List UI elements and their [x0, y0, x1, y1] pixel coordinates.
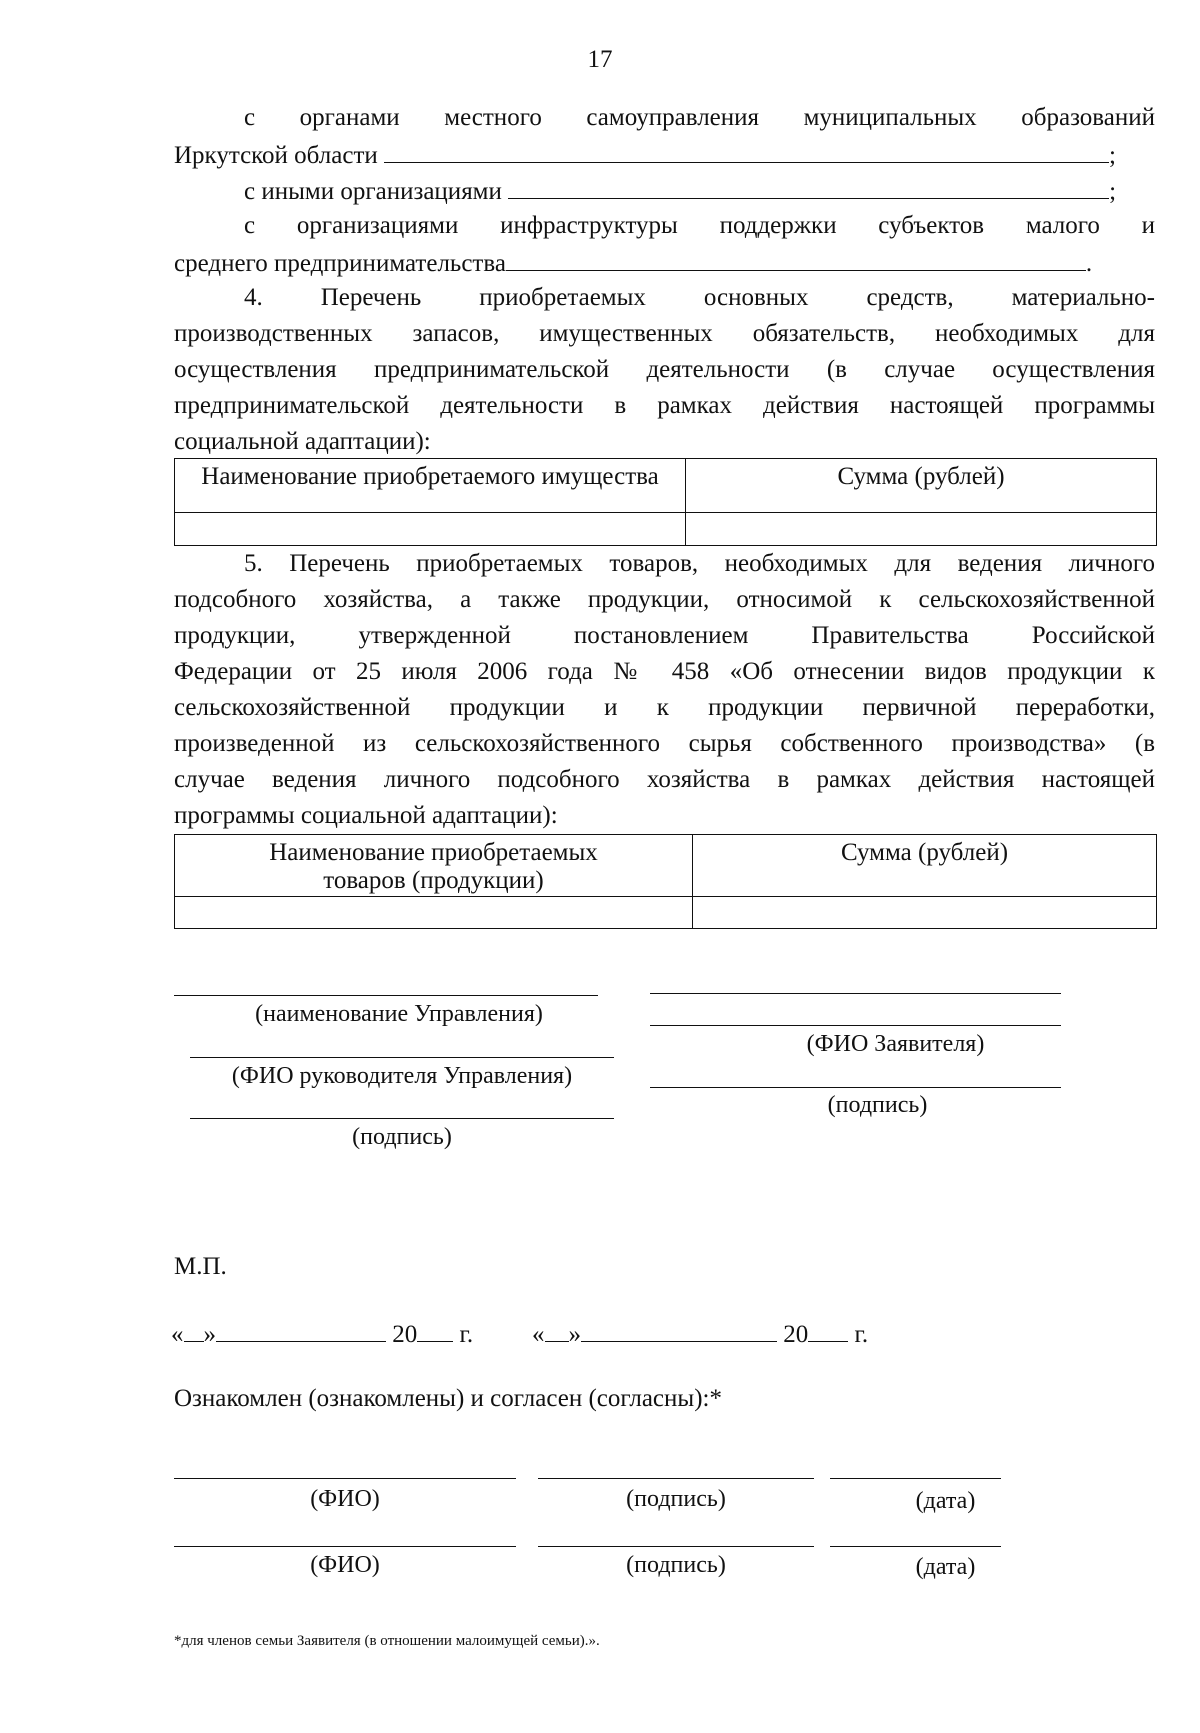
line-head-signature[interactable]	[190, 1118, 614, 1119]
date-left-year[interactable]	[417, 1315, 453, 1342]
section5-line7: случае ведения личного подсобного хозяйства в рамках действия настоящей	[174, 766, 1155, 793]
stamp-mark: М.П.	[174, 1253, 227, 1280]
section4-line1: 4. Перечень приобретаемых основных средств, материально-	[244, 284, 1155, 311]
date-right-year[interactable]	[808, 1315, 848, 1342]
table-property-cell-name[interactable]	[175, 513, 686, 546]
caption-ack-fio-1: (ФИО)	[310, 1486, 380, 1512]
section4-line3: осуществления предпринимательской деятельности (в случае осуществления	[174, 356, 1155, 383]
line-ack-fio-1[interactable]	[174, 1478, 516, 1479]
section3-line4: с организациями инфраструктуры поддержки субъектов малого и	[244, 212, 1155, 239]
caption-ack-signature-2: (подпись)	[626, 1552, 726, 1578]
line-ack-date-1[interactable]	[830, 1478, 1001, 1479]
section5-line8: программы социальной адаптации):	[174, 802, 558, 829]
section5-line3: продукции, утвержденной постановлением Правительства Российской	[174, 622, 1155, 649]
line-head-name[interactable]	[190, 1057, 614, 1058]
date-left: « » 20 г.	[171, 1315, 473, 1353]
line-ack-date-2[interactable]	[830, 1546, 1001, 1547]
date-right-month[interactable]	[581, 1315, 777, 1342]
line-ack-fio-2[interactable]	[174, 1546, 516, 1547]
field-line-infrastructure[interactable]	[506, 244, 1086, 271]
date-right: « » 20 г.	[532, 1315, 868, 1353]
caption-ack-signature-1: (подпись)	[626, 1486, 726, 1512]
caption-management-name: (наименование Управления)	[255, 1001, 543, 1027]
date-left-month[interactable]	[216, 1315, 386, 1342]
caption-ack-date-1: (дата)	[915, 1488, 976, 1514]
date-right-day[interactable]	[545, 1315, 569, 1342]
table-goods-cell-name[interactable]	[175, 897, 693, 929]
table-goods-header-name: Наименование приобретаемых товаров (продукции)	[175, 835, 693, 897]
page-number: 17	[587, 46, 613, 73]
line-management-name[interactable]	[174, 995, 598, 996]
line-ack-signature-1[interactable]	[538, 1478, 814, 1479]
caption-applicant-name: (ФИО Заявителя)	[806, 1031, 985, 1057]
section3-line2: Иркутской области ;	[174, 136, 1116, 174]
section5-line4: Федерации от 25 июля 2006 года № 458 «Об отнесении видов продукции к	[174, 658, 1155, 685]
table-property	[174, 458, 1157, 546]
field-line-other-orgs[interactable]	[508, 172, 1109, 199]
line-applicant-2[interactable]	[650, 1025, 1061, 1026]
caption-applicant-signature: (подпись)	[827, 1092, 928, 1118]
line-applicant-1[interactable]	[650, 993, 1061, 994]
table-goods-cell-sum[interactable]	[693, 897, 1157, 929]
date-left-day[interactable]	[184, 1315, 204, 1342]
acknowledge-text: Ознакомлен (ознакомлены) и согласен (согласны):*	[174, 1385, 722, 1412]
section4-line5: социальной адаптации):	[174, 428, 431, 455]
caption-head-name: (ФИО руководителя Управления)	[231, 1063, 573, 1089]
section3-line1: с органами местного самоуправления муниципальных образований	[244, 104, 1155, 131]
table-property-header-sum: Сумма (рублей)	[686, 459, 1157, 513]
caption-ack-date-2: (дата)	[915, 1554, 976, 1580]
table-property-header-name: Наименование приобретаемого имущества	[175, 459, 686, 513]
caption-head-signature: (подпись)	[352, 1124, 452, 1150]
table-goods	[174, 834, 1157, 929]
line-applicant-signature[interactable]	[650, 1087, 1061, 1088]
section4-line4: предпринимательской деятельности в рамках действия настоящей программы	[174, 392, 1155, 419]
footnote: *для членов семьи Заявителя (в отношении малоимущей семьи).».	[174, 1633, 600, 1649]
section5-line1: 5. Перечень приобретаемых товаров, необходимых для ведения личного	[244, 550, 1155, 577]
table-goods-header-sum: Сумма (рублей)	[693, 835, 1157, 897]
caption-ack-fio-2: (ФИО)	[310, 1552, 380, 1578]
section5-line2: подсобного хозяйства, а также продукции, относимой к сельскохозяйственной	[174, 586, 1155, 613]
section3-line3: с иными организациями ;	[244, 172, 1116, 210]
section5-line5: сельскохозяйственной продукции и к продукции первичной переработки,	[174, 694, 1155, 721]
section5-line6: произведенной из сельскохозяйственного сырья собственного производства» (в	[174, 730, 1155, 757]
field-line-irkutsk[interactable]	[384, 136, 1109, 163]
table-property-cell-sum[interactable]	[686, 513, 1157, 546]
section4-line2: производственных запасов, имущественных обязательств, необходимых для	[174, 320, 1155, 347]
line-ack-signature-2[interactable]	[538, 1546, 814, 1547]
section3-line5: среднего предпринимательства .	[174, 244, 1092, 282]
